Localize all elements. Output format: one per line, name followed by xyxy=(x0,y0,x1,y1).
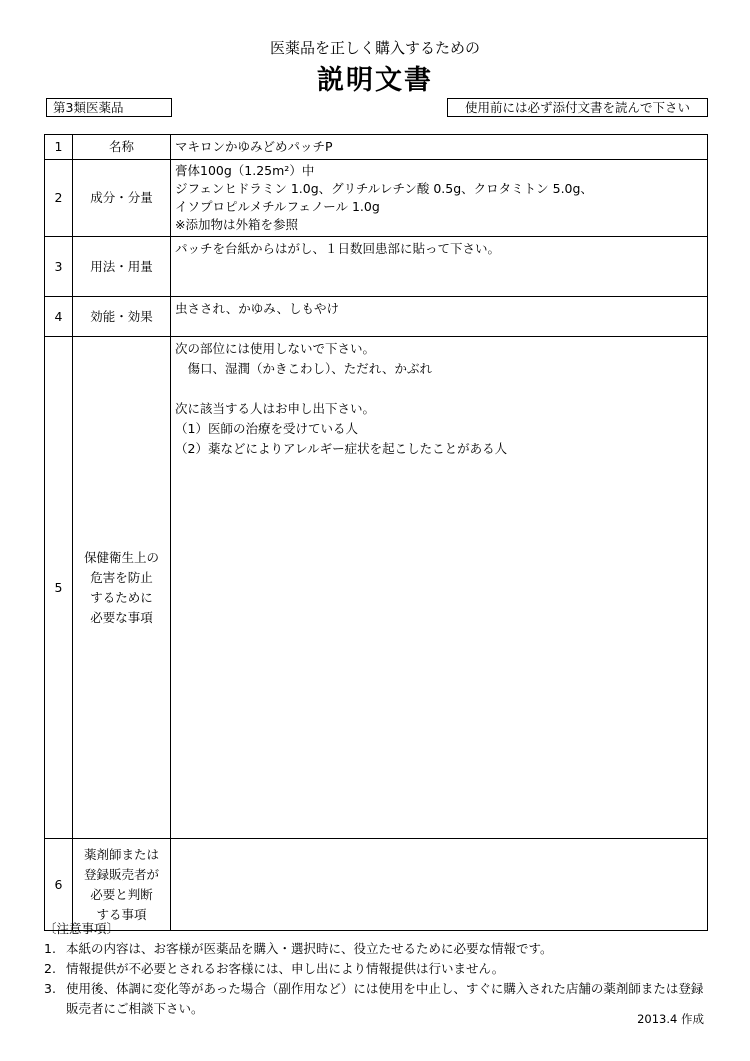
row-label: 用法・用量 xyxy=(73,237,171,297)
table-row xyxy=(45,237,708,297)
note-text: 本紙の内容は、お客様が医薬品を購入・選択時に、役立たせるために必要な情報です。 xyxy=(66,941,553,956)
note-number: 1. xyxy=(44,941,56,956)
row-number: 6 xyxy=(45,839,73,931)
table-row xyxy=(45,135,708,160)
row-content xyxy=(171,297,708,337)
content-line: パッチを台紙からはがし、１日数回患部に貼って下さい。 xyxy=(175,241,501,256)
row-content xyxy=(171,237,708,297)
content-line xyxy=(175,379,703,399)
content-line: 次に該当する人はお申し出下さい。 xyxy=(175,401,376,416)
read-insert-notice: 使用前には必ず添付文書を読んで下さい xyxy=(447,98,708,117)
note-item xyxy=(44,939,724,959)
label-line: 薬剤師または xyxy=(83,846,159,862)
created-date: 2013.4 作成 xyxy=(637,1012,704,1026)
label-line: 危害を防止 xyxy=(90,569,153,585)
row-label xyxy=(73,839,171,931)
content-line: （2）薬などによりアレルギー症状を起こしたことがある人 xyxy=(175,441,508,456)
row-number: 1 xyxy=(45,135,73,160)
row-label: 成分・分量 xyxy=(73,160,171,237)
label-line: 登録販売者が xyxy=(83,866,159,882)
content-line: （1）医師の治療を受けている人 xyxy=(175,421,358,436)
table-row xyxy=(45,297,708,337)
row-content xyxy=(171,160,708,237)
content-line: マキロンかゆみどめパッチP xyxy=(175,139,333,154)
label-line: 必要と判断 xyxy=(90,886,153,902)
label-line: する事項 xyxy=(96,906,147,922)
drug-category-box: 第3類医薬品 xyxy=(46,98,172,117)
content-line: ※添加物は外箱を参照 xyxy=(175,217,298,232)
row-number: 5 xyxy=(45,337,73,839)
content-line: ジフェンヒドラミン 1.0g、グリチルレチン酸 0.5g、クロタミトン 5.0g、 xyxy=(175,181,593,196)
content-line: イソプロピルメチルフェノール 1.0g xyxy=(175,199,380,214)
content-line: 虫さされ、かゆみ、しもやけ xyxy=(175,301,340,316)
document-title: 説明文書 xyxy=(317,65,433,96)
content-line: 傷口、湿潤（かきこわし）、ただれ、かぶれ xyxy=(175,361,433,376)
note-text: 使用後、体調に変化等があった場合（副作用など）には使用を中止し、すぐに購入された店舗の薬剤師または登録販売者にご相談下さい。 xyxy=(66,981,704,1016)
note-number: 2. xyxy=(44,961,56,976)
table-row xyxy=(45,839,708,931)
notes-heading: 〔注意事項〕 xyxy=(44,921,120,936)
row-content xyxy=(171,135,708,160)
label-line: するために xyxy=(90,589,153,605)
row-content xyxy=(171,337,708,839)
row-number: 2 xyxy=(45,160,73,237)
content-line: 次の部位には使用しないで下さい。 xyxy=(175,341,376,356)
content-line: 膏体100g（1.25m²）中 xyxy=(175,163,315,178)
label-line: 保健衛生上の xyxy=(83,549,159,565)
note-item xyxy=(44,979,704,1019)
row-content xyxy=(171,839,708,931)
row-label: 効能・効果 xyxy=(73,297,171,337)
note-item xyxy=(44,959,724,979)
row-label: 名称 xyxy=(73,135,171,160)
table-row xyxy=(45,160,708,237)
note-text: 情報提供が不必要とされるお客様には、申し出により情報提供は行いません。 xyxy=(66,961,505,976)
table-row xyxy=(45,337,708,839)
row-number: 3 xyxy=(45,237,73,297)
row-number: 4 xyxy=(45,297,73,337)
label-line: 必要な事項 xyxy=(90,609,153,625)
note-number: 3. xyxy=(44,981,56,996)
row-label xyxy=(73,337,171,839)
notes-section xyxy=(44,919,724,1019)
info-table xyxy=(44,134,708,931)
document-subtitle: 医薬品を正しく購入するための xyxy=(269,39,480,57)
